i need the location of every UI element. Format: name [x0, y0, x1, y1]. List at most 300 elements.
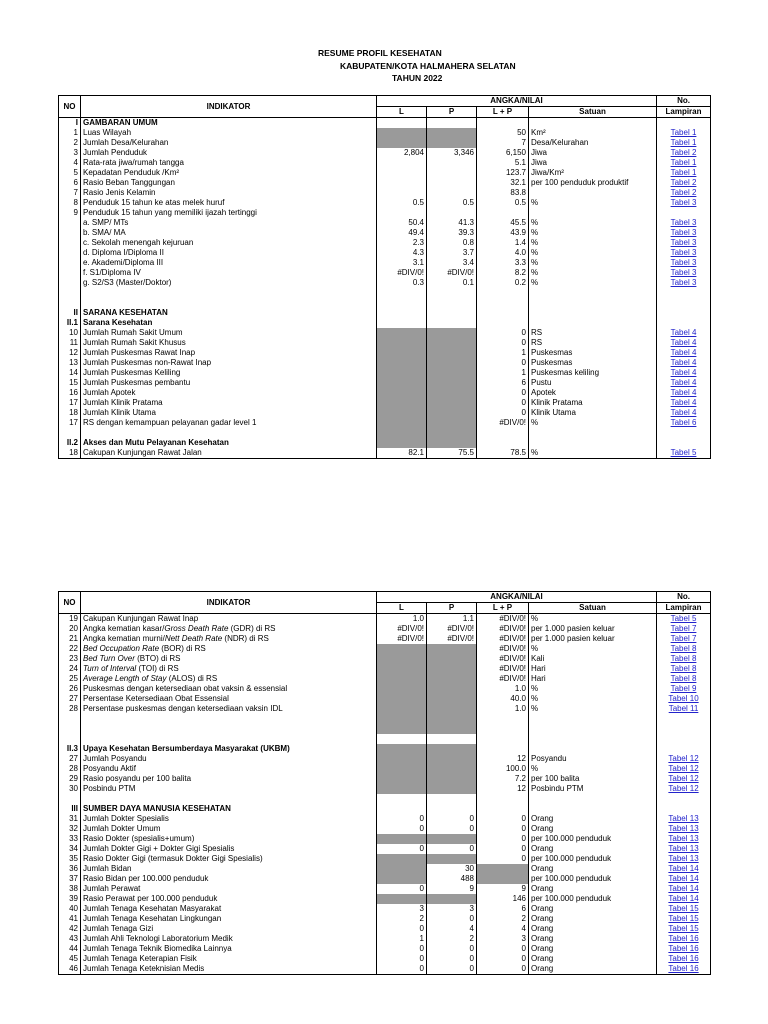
value-p: 30 [427, 864, 477, 874]
lampiran-link[interactable]: Tabel 16 [657, 954, 711, 964]
value-l [377, 408, 427, 418]
table-row [59, 744, 711, 754]
value-satuan [529, 744, 657, 754]
table-row [59, 248, 711, 258]
value-lp: 6 [477, 904, 529, 914]
lampiran-link[interactable]: Tabel 8 [657, 644, 711, 654]
indikator-italic-term: Average Length of Stay [83, 674, 167, 683]
row-number: 20 [59, 624, 81, 634]
lampiran-link[interactable]: Tabel 1 [657, 128, 711, 138]
value-satuan: % [529, 218, 657, 228]
table-row [59, 724, 711, 734]
value-p [427, 398, 477, 408]
indikator-italic-term: Bed Turn Over [83, 654, 135, 663]
value-p: 1.1 [427, 614, 477, 625]
table-row [59, 654, 711, 664]
value-satuan: per 100 balita [529, 774, 657, 784]
indikator-italic-term: Turn of Interval [83, 664, 137, 673]
lampiran-link[interactable]: Tabel 15 [657, 904, 711, 914]
value-lp [477, 208, 529, 218]
value-p: 3.7 [427, 248, 477, 258]
value-satuan: per 100.000 penduduk [529, 854, 657, 864]
indikator-text-suffix: (NDR) di RS [222, 634, 269, 643]
lampiran-link[interactable]: Tabel 15 [657, 924, 711, 934]
row-indikator: Puskesmas dengan ketersediaan obat vaksin & essensial [81, 684, 377, 694]
row-number: I [59, 118, 81, 129]
lampiran-link[interactable]: Tabel 12 [657, 754, 711, 764]
lampiran-link[interactable]: Tabel 4 [657, 338, 711, 348]
lampiran-link[interactable]: Tabel 11 [657, 704, 711, 714]
lampiran-link[interactable]: Tabel 2 [657, 188, 711, 198]
row-indikator: e. Akademi/Diploma III [81, 258, 377, 268]
row-number: III [59, 804, 81, 814]
lampiran-link[interactable]: Tabel 3 [657, 278, 711, 288]
lampiran-link[interactable]: Tabel 3 [657, 258, 711, 268]
lampiran-link[interactable]: Tabel 1 [657, 158, 711, 168]
value-l [377, 664, 427, 674]
value-lp: #DIV/0! [477, 418, 529, 428]
value-l [377, 378, 427, 388]
value-l [377, 644, 427, 654]
value-l [377, 724, 427, 734]
row-number: 9 [59, 208, 81, 218]
value-p: 4 [427, 924, 477, 934]
value-lp: 0 [477, 834, 529, 844]
row-indikator [81, 794, 377, 804]
row-number [59, 288, 81, 298]
value-p: 3 [427, 904, 477, 914]
value-satuan: % [529, 764, 657, 774]
table-row [59, 864, 711, 874]
row-number: 38 [59, 884, 81, 894]
value-p: 3.4 [427, 258, 477, 268]
value-p [427, 894, 477, 904]
row-number: 22 [59, 644, 81, 654]
row-number: 28 [59, 704, 81, 714]
table-row [59, 674, 711, 684]
lampiran-link [657, 428, 711, 438]
value-p [427, 674, 477, 684]
table-row [59, 128, 711, 138]
lampiran-link[interactable]: Tabel 1 [657, 138, 711, 148]
row-number [59, 724, 81, 734]
value-l [377, 864, 427, 874]
lampiran-link[interactable]: Tabel 5 [657, 614, 711, 625]
value-lp: 7 [477, 138, 529, 148]
header-no: NO [59, 592, 81, 614]
value-satuan: % [529, 278, 657, 288]
lampiran-link[interactable]: Tabel 4 [657, 398, 711, 408]
lampiran-link[interactable]: Tabel 4 [657, 388, 711, 398]
lampiran-link[interactable]: Tabel 3 [657, 248, 711, 258]
value-p [427, 338, 477, 348]
row-indikator: Jumlah Desa/Kelurahan [81, 138, 377, 148]
lampiran-link[interactable]: Tabel 3 [657, 268, 711, 278]
value-l: 0 [377, 844, 427, 854]
lampiran-link[interactable]: Tabel 4 [657, 358, 711, 368]
lampiran-link[interactable]: Tabel 4 [657, 378, 711, 388]
lampiran-link[interactable]: Tabel 8 [657, 654, 711, 664]
lampiran-link[interactable]: Tabel 7 [657, 624, 711, 634]
table-row [59, 944, 711, 954]
value-p: 39.3 [427, 228, 477, 238]
table-row [59, 874, 711, 884]
lampiran-link[interactable]: Tabel 3 [657, 198, 711, 208]
value-p: 0 [427, 824, 477, 834]
table-row [59, 784, 711, 794]
lampiran-link[interactable]: Tabel 16 [657, 944, 711, 954]
table-row [59, 694, 711, 704]
value-satuan: per 100.000 penduduk [529, 874, 657, 884]
row-indikator: Jumlah Bidan [81, 864, 377, 874]
lampiran-link[interactable]: Tabel 5 [657, 448, 711, 459]
row-indikator: Luas Wilayah [81, 128, 377, 138]
value-satuan: Apotek [529, 388, 657, 398]
value-p [427, 784, 477, 794]
value-l: 0.5 [377, 198, 427, 208]
value-satuan: Orang [529, 864, 657, 874]
lampiran-link[interactable]: Tabel 13 [657, 854, 711, 864]
lampiran-link[interactable]: Tabel 14 [657, 864, 711, 874]
value-p [427, 138, 477, 148]
row-number: 6 [59, 178, 81, 188]
profile-table-1 [58, 95, 711, 459]
lampiran-link[interactable]: Tabel 12 [657, 774, 711, 784]
header-satuan: Satuan [529, 603, 657, 614]
value-lp: 5.1 [477, 158, 529, 168]
value-lp: 45.5 [477, 218, 529, 228]
value-l [377, 188, 427, 198]
doc-title: RESUME PROFIL KESEHATAN [318, 48, 442, 58]
table-row [59, 934, 711, 944]
table-row [59, 288, 711, 298]
value-satuan: Posbindu PTM [529, 784, 657, 794]
header-l: L [377, 107, 427, 118]
table-row [59, 228, 711, 238]
value-lp: 100.0 [477, 764, 529, 774]
value-p: 2 [427, 934, 477, 944]
table-row [59, 408, 711, 418]
lampiran-link[interactable]: Tabel 9 [657, 684, 711, 694]
value-l [377, 654, 427, 664]
value-p [427, 654, 477, 664]
row-indikator [81, 428, 377, 438]
value-satuan [529, 118, 657, 129]
row-number: 33 [59, 834, 81, 844]
row-number: 29 [59, 774, 81, 784]
table-row [59, 358, 711, 368]
value-lp [477, 724, 529, 734]
row-number: 27 [59, 694, 81, 704]
row-indikator [81, 714, 377, 724]
value-satuan [529, 804, 657, 814]
row-number: II.2 [59, 438, 81, 448]
lampiran-link[interactable]: Tabel 15 [657, 914, 711, 924]
value-satuan: Jiwa [529, 158, 657, 168]
table-row [59, 178, 711, 188]
value-satuan: per 1.000 pasien keluar [529, 624, 657, 634]
indikator-text-suffix: (ALOS) di RS [166, 674, 218, 683]
value-p [427, 774, 477, 784]
lampiran-link[interactable]: Tabel 14 [657, 884, 711, 894]
value-l [377, 288, 427, 298]
value-satuan [529, 308, 657, 318]
value-l [377, 804, 427, 814]
lampiran-link[interactable]: Tabel 7 [657, 634, 711, 644]
table-row [59, 438, 711, 448]
lampiran-link[interactable]: Tabel 12 [657, 784, 711, 794]
lampiran-link[interactable]: Tabel 2 [657, 148, 711, 158]
value-l: #DIV/0! [377, 624, 427, 634]
indikator-text-suffix: (BTO) di RS [134, 654, 181, 663]
value-satuan: % [529, 228, 657, 238]
table-row [59, 924, 711, 934]
value-satuan: Puskesmas [529, 348, 657, 358]
lampiran-link[interactable]: Tabel 8 [657, 664, 711, 674]
row-indikator: Rasio Jenis Kelamin [81, 188, 377, 198]
lampiran-link [657, 118, 711, 129]
value-lp: 9 [477, 884, 529, 894]
value-satuan: Jiwa/Km² [529, 168, 657, 178]
value-lp [477, 288, 529, 298]
value-l [377, 328, 427, 338]
value-l: 50.4 [377, 218, 427, 228]
lampiran-link[interactable]: Tabel 14 [657, 894, 711, 904]
row-number: 41 [59, 914, 81, 924]
header-p: P [427, 107, 477, 118]
row-indikator: Rasio posyandu per 100 balita [81, 774, 377, 784]
value-satuan: Puskesmas [529, 358, 657, 368]
lampiran-link[interactable]: Tabel 10 [657, 694, 711, 704]
lampiran-link[interactable]: Tabel 16 [657, 964, 711, 975]
value-l [377, 684, 427, 694]
lampiran-link [657, 804, 711, 814]
value-l [377, 308, 427, 318]
value-p [427, 318, 477, 328]
row-number: II.3 [59, 744, 81, 754]
table-row [59, 634, 711, 644]
table-row [59, 914, 711, 924]
value-l: #DIV/0! [377, 634, 427, 644]
row-number: 26 [59, 684, 81, 694]
table-row [59, 764, 711, 774]
header-no-lampiran: No. [657, 96, 711, 107]
value-l: 49.4 [377, 228, 427, 238]
value-l [377, 358, 427, 368]
row-number: 46 [59, 964, 81, 975]
table-row [59, 704, 711, 714]
row-number: 17 [59, 398, 81, 408]
value-lp: 0 [477, 328, 529, 338]
row-indikator: Jumlah Tenaga Keterapian Fisik [81, 954, 377, 964]
value-l [377, 178, 427, 188]
value-lp: 0 [477, 814, 529, 824]
value-l [377, 428, 427, 438]
value-l [377, 128, 427, 138]
value-l [377, 874, 427, 884]
lampiran-link[interactable]: Tabel 3 [657, 238, 711, 248]
lampiran-link[interactable]: Tabel 3 [657, 218, 711, 228]
row-number: 16 [59, 388, 81, 398]
value-satuan [529, 438, 657, 448]
value-l: #DIV/0! [377, 268, 427, 278]
lampiran-link[interactable]: Tabel 14 [657, 874, 711, 884]
value-satuan: % [529, 614, 657, 625]
indikator-text: Angka kematian kasar/ [83, 624, 165, 633]
value-l [377, 704, 427, 714]
lampiran-link[interactable]: Tabel 12 [657, 764, 711, 774]
value-l: 2 [377, 914, 427, 924]
lampiran-link[interactable]: Tabel 13 [657, 824, 711, 834]
table-row [59, 118, 711, 129]
value-l [377, 714, 427, 724]
value-p [427, 734, 477, 744]
value-satuan: Orang [529, 944, 657, 954]
row-indikator: Rasio Bidan per 100.000 penduduk [81, 874, 377, 884]
row-indikator: g. S2/S3 (Master/Doktor) [81, 278, 377, 288]
value-l [377, 398, 427, 408]
lampiran-link [657, 288, 711, 298]
value-satuan: % [529, 248, 657, 258]
row-number [59, 258, 81, 268]
lampiran-link[interactable]: Tabel 1 [657, 168, 711, 178]
value-lp: 3 [477, 934, 529, 944]
row-number: II.1 [59, 318, 81, 328]
value-p: 488 [427, 874, 477, 884]
value-satuan: Km² [529, 128, 657, 138]
value-p [427, 744, 477, 754]
value-lp: 0 [477, 964, 529, 975]
value-satuan [529, 298, 657, 308]
table-row [59, 258, 711, 268]
indikator-text-suffix: (TOI) di RS [136, 664, 179, 673]
value-lp: 0 [477, 954, 529, 964]
row-number: 28 [59, 764, 81, 774]
table-row [59, 884, 711, 894]
value-lp: 0.2 [477, 278, 529, 288]
row-indikator: Jumlah Ahli Teknologi Laboratorium Medik [81, 934, 377, 944]
value-l [377, 894, 427, 904]
value-p [427, 168, 477, 178]
table-row [59, 904, 711, 914]
value-l: 4.3 [377, 248, 427, 258]
table-row [59, 644, 711, 654]
row-indikator: Jumlah Rumah Sakit Khusus [81, 338, 377, 348]
value-lp: #DIV/0! [477, 624, 529, 634]
lampiran-link[interactable]: Tabel 6 [657, 418, 711, 428]
table-row [59, 844, 711, 854]
lampiran-link[interactable]: Tabel 4 [657, 348, 711, 358]
table-row [59, 338, 711, 348]
table-row [59, 398, 711, 408]
lampiran-link[interactable]: Tabel 4 [657, 368, 711, 378]
value-satuan: Orang [529, 914, 657, 924]
value-lp [477, 714, 529, 724]
row-number [59, 734, 81, 744]
row-indikator: Kepadatan Penduduk /Km² [81, 168, 377, 178]
row-number: 19 [59, 614, 81, 625]
value-lp: 32.1 [477, 178, 529, 188]
value-l [377, 754, 427, 764]
lampiran-link[interactable]: Tabel 13 [657, 814, 711, 824]
value-l [377, 438, 427, 448]
lampiran-link [657, 298, 711, 308]
table-row [59, 208, 711, 218]
value-l [377, 168, 427, 178]
value-l: 0 [377, 924, 427, 934]
value-lp: 0.5 [477, 198, 529, 208]
value-lp: 6 [477, 378, 529, 388]
lampiran-link[interactable]: Tabel 4 [657, 408, 711, 418]
value-lp: 146 [477, 894, 529, 904]
value-satuan: per 1.000 pasien keluar [529, 634, 657, 644]
lampiran-link[interactable]: Tabel 3 [657, 228, 711, 238]
row-indikator [81, 724, 377, 734]
lampiran-link[interactable]: Tabel 2 [657, 178, 711, 188]
value-l [377, 118, 427, 129]
value-l [377, 138, 427, 148]
table-row [59, 834, 711, 844]
value-lp [477, 438, 529, 448]
lampiran-link [657, 724, 711, 734]
lampiran-link[interactable]: Tabel 13 [657, 834, 711, 844]
row-indikator: Jumlah Puskesmas non-Rawat Inap [81, 358, 377, 368]
row-indikator: GAMBARAN UMUM [81, 118, 377, 129]
value-p [427, 438, 477, 448]
value-lp: 1 [477, 368, 529, 378]
table-row [59, 428, 711, 438]
row-indikator [81, 298, 377, 308]
row-number: 44 [59, 944, 81, 954]
header-p: P [427, 603, 477, 614]
value-l: 3.1 [377, 258, 427, 268]
lampiran-link[interactable]: Tabel 16 [657, 934, 711, 944]
row-indikator [81, 654, 377, 664]
row-number: 18 [59, 448, 81, 459]
lampiran-link[interactable]: Tabel 8 [657, 674, 711, 684]
row-indikator: Jumlah Klinik Pratama [81, 398, 377, 408]
row-indikator: Penduduk 15 tahun yang memiliki ijazah tertinggi [81, 208, 377, 218]
value-l: 82.1 [377, 448, 427, 459]
value-satuan: Klinik Utama [529, 408, 657, 418]
row-indikator: Jumlah Puskesmas Rawat Inap [81, 348, 377, 358]
value-lp: 0 [477, 854, 529, 864]
table-row [59, 624, 711, 634]
row-number: 12 [59, 348, 81, 358]
value-lp: 1 [477, 348, 529, 358]
value-l: 0 [377, 884, 427, 894]
row-indikator: Rasio Dokter Gigi (termasuk Dokter Gigi Spesialis) [81, 854, 377, 864]
value-l: 0 [377, 944, 427, 954]
row-indikator: SUMBER DAYA MANUSIA KESEHATAN [81, 804, 377, 814]
table-row [59, 824, 711, 834]
row-number: 5 [59, 168, 81, 178]
lampiran-link[interactable]: Tabel 13 [657, 844, 711, 854]
row-number: II [59, 308, 81, 318]
value-satuan: Puskesmas keliling [529, 368, 657, 378]
row-indikator: Jumlah Dokter Spesialis [81, 814, 377, 824]
indikator-italic-term: Nett Death Rate [164, 634, 223, 643]
table-row [59, 714, 711, 724]
value-lp [477, 118, 529, 129]
lampiran-link[interactable]: Tabel 4 [657, 328, 711, 338]
table-row [59, 614, 711, 625]
value-lp: 6,150 [477, 148, 529, 158]
table-row [59, 388, 711, 398]
row-indikator: Jumlah Penduduk [81, 148, 377, 158]
value-lp: 4 [477, 924, 529, 934]
value-l: 0 [377, 824, 427, 834]
